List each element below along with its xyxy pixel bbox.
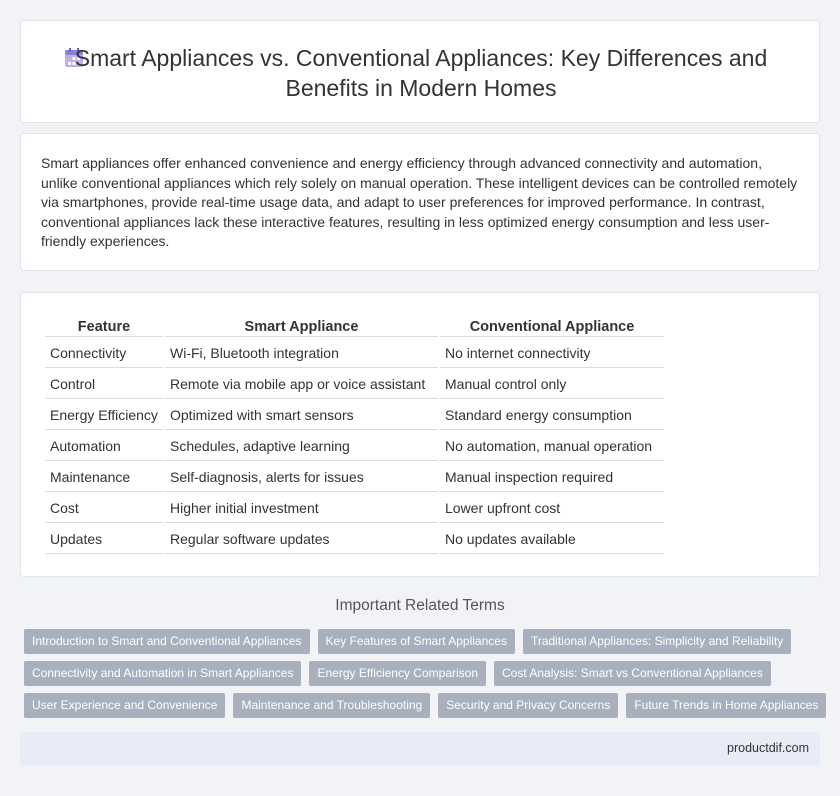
tag-row <box>24 629 824 661</box>
site-name[interactable]: productdif.com <box>727 741 809 755</box>
page-title: Smart Appliances vs. Conventional Appliances: Key Differences and Benefits in Modern Homes <box>74 45 768 101</box>
table-header-row <box>45 315 664 337</box>
related-term-tag[interactable]: Key Features of Smart Appliances <box>318 629 515 654</box>
related-term-tag[interactable]: Traditional Appliances: Simplicity and Reliability <box>523 629 791 654</box>
feature-cell: Energy Efficiency <box>45 401 163 430</box>
conventional-cell: No automation, manual operation <box>440 432 664 461</box>
header-smart: Smart Appliance <box>165 315 438 337</box>
feature-cell: Connectivity <box>45 339 163 368</box>
header-conventional: Conventional Appliance <box>440 315 664 337</box>
conventional-cell: No updates available <box>440 525 664 554</box>
table-row <box>45 463 664 492</box>
related-term-tag[interactable]: Maintenance and Troubleshooting <box>233 693 430 718</box>
table-row <box>45 401 664 430</box>
table-row <box>45 370 664 399</box>
related-terms-list <box>24 629 824 725</box>
feature-cell: Maintenance <box>45 463 163 492</box>
related-terms-heading: Important Related Terms <box>335 597 505 614</box>
smart-cell: Wi-Fi, Bluetooth integration <box>165 339 438 368</box>
related-term-tag[interactable]: Energy Efficiency Comparison <box>309 661 486 686</box>
tag-row <box>24 661 824 693</box>
table-row <box>45 432 664 461</box>
conventional-cell: Lower upfront cost <box>440 494 664 523</box>
smart-cell: Self-diagnosis, alerts for issues <box>165 463 438 492</box>
related-term-tag[interactable]: Security and Privacy Concerns <box>438 693 618 718</box>
smart-cell: Higher initial investment <box>165 494 438 523</box>
table-row <box>45 494 664 523</box>
related-term-tag[interactable]: Cost Analysis: Smart vs Conventional Appliances <box>494 661 771 686</box>
tag-row <box>24 693 824 725</box>
comparison-table <box>43 313 666 556</box>
header-feature: Feature <box>45 315 163 337</box>
smart-cell: Remote via mobile app or voice assistant <box>165 370 438 399</box>
conventional-cell: Manual control only <box>440 370 664 399</box>
table-row <box>45 525 664 554</box>
feature-cell: Control <box>45 370 163 399</box>
smart-cell: Schedules, adaptive learning <box>165 432 438 461</box>
conventional-cell: Manual inspection required <box>440 463 664 492</box>
feature-cell: Automation <box>45 432 163 461</box>
related-term-tag[interactable]: Future Trends in Home Appliances <box>626 693 826 718</box>
smart-cell: Regular software updates <box>165 525 438 554</box>
related-term-tag[interactable]: Connectivity and Automation in Smart Appliances <box>24 661 301 686</box>
smart-cell: Optimized with smart sensors <box>165 401 438 430</box>
footer <box>20 732 820 766</box>
intro-paragraph: Smart appliances offer enhanced convenience and energy efficiency through advanced connectivity and automation, unlike conventional appliances which rely solely on manual operation. These intelligent devices can be controlled remotely via smartphones, provide real-time usage data, and adapt to user preferences for improved performance. In contrast, conventional appliances lack these interactive features, resulting in less optimized energy consumption and less user-friendly experiences. <box>41 155 798 249</box>
comparison-card <box>20 292 820 577</box>
table-row <box>45 339 664 368</box>
related-term-tag[interactable]: User Experience and Convenience <box>24 693 225 718</box>
related-term-tag[interactable]: Introduction to Smart and Conventional Appliances <box>24 629 310 654</box>
feature-cell: Cost <box>45 494 163 523</box>
title-card <box>20 20 820 123</box>
feature-cell: Updates <box>45 525 163 554</box>
intro-card <box>20 133 820 271</box>
conventional-cell: Standard energy consumption <box>440 401 664 430</box>
conventional-cell: No internet connectivity <box>440 339 664 368</box>
